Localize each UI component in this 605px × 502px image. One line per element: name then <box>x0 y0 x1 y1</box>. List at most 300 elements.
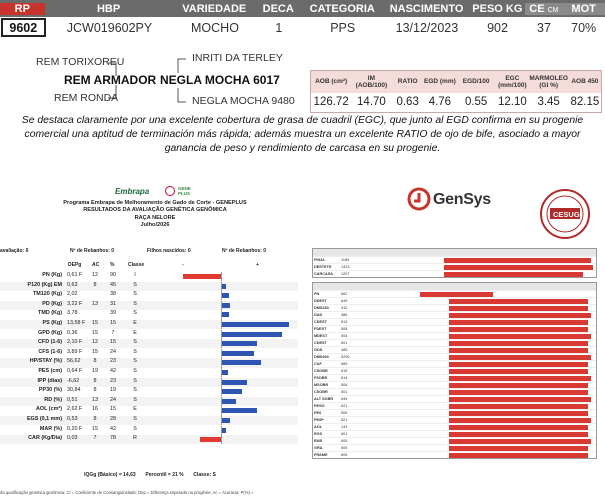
grid-row <box>313 381 596 388</box>
header-label-rp: RP <box>0 3 45 15</box>
dep-bar <box>222 332 282 337</box>
deca-value: 1 <box>275 20 283 35</box>
dep-value: 2,62 F <box>67 406 83 413</box>
dep-value: 0,61 F <box>67 272 83 278</box>
class-value: S <box>133 291 137 298</box>
header-label-peso: PESO KG <box>472 2 523 15</box>
grid-row-label: DESTETE <box>314 265 332 269</box>
ac-value: 8 <box>93 281 97 288</box>
class-value: S <box>133 416 137 422</box>
header-label-hbp: HBP <box>96 2 121 15</box>
header-label-ce-unit: CM <box>547 6 559 14</box>
grid-row-value: 601 <box>341 432 348 436</box>
class-value: S <box>133 310 137 317</box>
gensys-logo <box>407 185 497 215</box>
grid-row-label: GDS <box>314 348 323 352</box>
grid-row-value: 1323 <box>341 265 350 269</box>
col-header-plus: + <box>256 262 259 268</box>
metric-header: RATIO <box>397 78 418 86</box>
sire-name: REM ARMADOR <box>64 73 157 87</box>
grid-row-label: DMS400 <box>314 355 329 359</box>
bar-zone <box>146 272 296 281</box>
percent-value: 15 <box>110 339 116 346</box>
grid-1-header <box>313 249 596 256</box>
geneplus-logo: GENE PLUS <box>178 186 191 196</box>
grid-row <box>313 325 596 332</box>
bar-zone <box>146 406 296 415</box>
metrics-header-row <box>311 71 601 93</box>
dep-bar <box>200 437 221 442</box>
trait-label: PS (Kg) <box>42 320 62 326</box>
trait-label: RD (%) <box>44 396 62 403</box>
summary-percentil: Percentil = 21 % <box>145 472 184 478</box>
report-title: Programa Embrapa de Melhoramento de Gado de Corte - GENEPLUS <box>63 200 247 206</box>
trait-label: CFS (1-6) <box>38 348 62 355</box>
grid-row-label: CDEST <box>314 320 327 324</box>
dep-bar <box>222 418 230 423</box>
ce-value: 37 <box>537 20 551 35</box>
bar-zone <box>146 397 296 406</box>
grid-row-value: 513 <box>341 320 348 324</box>
dep-bar <box>222 341 257 346</box>
header-values-row <box>0 17 605 38</box>
ac-value: 12 <box>92 272 98 278</box>
grid-row <box>313 367 596 374</box>
header-labels-row <box>0 0 605 17</box>
grid-row-label: CAF <box>314 362 322 366</box>
ac-value: 15 <box>92 329 98 336</box>
gensys-logo-icon <box>407 187 431 211</box>
grid-row-label: MDEST <box>314 334 328 338</box>
bar-axis <box>221 435 222 444</box>
table-row <box>0 291 298 300</box>
dep-bar <box>222 322 289 327</box>
table-row <box>0 339 298 348</box>
class-value: S <box>133 339 137 346</box>
grid-row <box>313 374 596 381</box>
ac-value: 15 <box>92 348 98 355</box>
table-row <box>0 320 298 329</box>
class-value: S <box>133 396 137 403</box>
class-value: S <box>133 387 137 394</box>
metric-value: 4.76 <box>428 96 452 109</box>
grid-row-label: EMS <box>314 439 323 443</box>
grid-row <box>313 430 596 437</box>
trait-label: AOL (cm²) <box>36 406 62 413</box>
bar-zone <box>146 330 296 339</box>
grid-row-value: 386 <box>341 313 348 317</box>
class-value: S <box>133 358 137 365</box>
mot-value: 70% <box>571 20 597 35</box>
dep-bar <box>222 360 261 365</box>
dep-value: 3,89 F <box>67 348 83 355</box>
table-row <box>0 330 298 339</box>
percent-value: 31 <box>110 300 116 307</box>
ac-value: 19 <box>92 368 98 374</box>
grid-row-value: 1207 <box>341 272 350 276</box>
metric-header: EGD (mm) <box>424 78 456 86</box>
dep-bar <box>222 312 229 317</box>
metric-header: AOB 450 <box>571 78 599 86</box>
grid-row <box>313 395 596 402</box>
grid-row-label: EGS <box>314 432 323 436</box>
class-value: E <box>133 406 137 413</box>
percent-value: 24 <box>110 396 116 403</box>
class-value: R <box>133 435 137 442</box>
grid-row <box>313 263 596 270</box>
grid-row <box>313 388 596 395</box>
metric-header: EGC (mm/100) <box>498 74 527 89</box>
dep-bar <box>222 351 254 356</box>
table-row <box>0 426 298 435</box>
grid-row-label: MSOBR <box>314 383 329 387</box>
metric-header: IM (AOB/100) <box>355 74 388 89</box>
dep-bar <box>222 399 236 404</box>
class-value: I <box>134 272 136 278</box>
grid-row-label: FRAME <box>314 453 328 457</box>
grid-row <box>313 451 596 458</box>
categoria-value: PPS <box>330 20 356 35</box>
metric-value: 3.45 <box>537 96 560 109</box>
header-label-ce-text: CE <box>529 2 545 15</box>
grid-row <box>313 437 596 444</box>
grid-row <box>313 270 596 277</box>
genetic-evaluation-table <box>0 258 298 502</box>
dep-bar <box>222 370 228 375</box>
table-row <box>0 282 298 291</box>
grid-row-label: DMS180 <box>314 306 329 310</box>
rp-value: 9602 <box>1 18 46 37</box>
embrapa-logo: Embrapa <box>115 187 150 196</box>
dep-value: 13,58 F <box>67 320 86 326</box>
dep-value: 56,62 <box>67 358 81 365</box>
grid-row <box>313 318 596 325</box>
trait-label: MAR (%) <box>39 425 62 432</box>
grid-row <box>313 444 596 451</box>
grid-row-value: 621 <box>341 404 348 408</box>
bar-zone <box>146 349 296 358</box>
dep-bar <box>222 284 226 289</box>
grid-row-value: 605 <box>341 446 348 450</box>
dep-bar <box>222 408 257 413</box>
table-row <box>0 387 298 396</box>
col-header-percent: % <box>110 262 115 268</box>
grid-row-value: 614 <box>341 376 348 380</box>
sire-dam-name: REM RONDA <box>54 92 119 104</box>
dep-value: -6,62 <box>67 377 80 384</box>
trait-label: CAR (Kg/Dia) <box>28 435 62 442</box>
percent-value: 15 <box>110 406 116 413</box>
percent-value: 7 <box>111 329 115 336</box>
bar-zone <box>146 435 296 444</box>
grid-row <box>313 360 596 367</box>
class-value: S <box>133 281 137 288</box>
grid-row-value: 508 <box>341 327 348 331</box>
animal-header-table <box>0 0 605 38</box>
col-header-classe: Classe <box>128 262 145 268</box>
report-summary <box>0 472 300 478</box>
percent-value: 42 <box>110 368 116 374</box>
bar-zone <box>146 378 296 387</box>
grid-row-value: 1189 <box>341 258 350 262</box>
percent-value: 23 <box>110 377 116 384</box>
col-header-minus: - <box>182 262 184 268</box>
gensys-brand: GenSys <box>433 191 491 208</box>
table-row <box>0 301 298 310</box>
grid-row-label: CARCASA <box>314 272 333 276</box>
meta-rebanhos-2: Nº de Rebanhos: 0 <box>222 248 267 254</box>
ac-value: 8 <box>93 416 97 422</box>
table-row <box>0 378 298 387</box>
bar-zone <box>146 301 296 310</box>
metric-header: EGD/100 <box>462 78 490 86</box>
ac-value: 15 <box>92 320 98 326</box>
meta-avaliacao: avaliação: 0 <box>0 248 29 254</box>
metric-value: 12.10 <box>498 96 527 109</box>
summary-iqg: IQGg (Básico) = 14,63 <box>84 472 136 478</box>
class-value: S <box>133 368 137 374</box>
col-header-depg: DEPg <box>68 262 82 268</box>
summary-classe: Classe: S <box>193 472 216 478</box>
dep-bar <box>183 274 222 279</box>
grid-row-value: 506 <box>341 383 348 387</box>
cesug-seal <box>538 188 592 240</box>
bar-zone <box>146 416 296 425</box>
header-label-mot: MOT <box>562 3 605 15</box>
table-row <box>0 397 298 406</box>
description-text: Se destaca claramente por una excelente cobertura de grasa de cuadril (EGC), que junto al EGD confirma en su progenie comercial una aptitud de terminación más rápida; además muestra un excelente RATIO de ojo de bife, asociado a mayor ganancia de peso y rendimiento de carcasa en su progenie. <box>21 115 584 154</box>
grid-row-value: 662 <box>341 292 348 296</box>
grid-row-value: 589 <box>341 362 348 366</box>
grid-row <box>313 339 596 346</box>
trait-label: IPP (dias) <box>37 377 62 384</box>
geneplus-report <box>0 182 300 502</box>
dam-sire-name: INRITI DA TERLEY <box>192 52 283 64</box>
gensys-grid-2 <box>312 282 597 459</box>
dep-bar <box>222 293 229 298</box>
bar-zone <box>146 291 296 300</box>
percent-value: 28 <box>110 416 116 422</box>
grid-row-bar <box>444 272 583 277</box>
seal-text: CESUG <box>553 210 580 219</box>
header-label-nascimento: NASCIMENTO <box>389 2 464 15</box>
grid-row-label: FSOBR <box>314 376 328 380</box>
ac-value: 8 <box>93 377 97 384</box>
grid-2-header <box>313 283 596 290</box>
grid-row-label: PE6P <box>314 418 324 422</box>
grid-row-label: CSOBR <box>314 390 328 394</box>
table-row <box>0 435 298 444</box>
carcass-metrics-table <box>310 70 602 113</box>
dep-bar <box>222 428 226 433</box>
metric-value: 126.72 <box>313 96 349 109</box>
trait-label: PD (Kg) <box>42 300 62 307</box>
dep-bar <box>222 303 230 308</box>
trait-label: PP30 (%) <box>38 387 62 394</box>
table-row <box>0 349 298 358</box>
percent-value: 45 <box>110 281 116 288</box>
percent-value: 38 <box>110 291 116 298</box>
nascimento-value: 13/12/2023 <box>395 20 459 35</box>
grid-row-label: ALT SOBR <box>314 397 334 401</box>
table-row <box>0 310 298 319</box>
table-row <box>0 368 298 377</box>
hbp-value: JCW019602PY <box>66 20 153 35</box>
grid-row-value: 5206 <box>341 355 350 359</box>
table-row <box>0 406 298 415</box>
grid-row-label: AOL <box>314 425 323 429</box>
dep-value: 2,02 <box>67 291 78 298</box>
trait-label: CFD (1-6) <box>38 339 62 346</box>
grid-row-value: 501 <box>341 341 348 345</box>
grid-row-label: GRA <box>314 446 323 450</box>
grid-row-value: 485 <box>341 348 348 352</box>
trait-label: PN (Kg) <box>42 272 62 278</box>
grid-row-value: 605 <box>341 439 348 443</box>
dep-bar <box>222 380 247 385</box>
percent-value: 78 <box>110 435 116 442</box>
trait-label: P120 (Kg) EM <box>27 281 62 288</box>
class-value: S <box>133 300 137 307</box>
grid-row-value: 605 <box>341 453 348 457</box>
trait-label: HP/STAY (%) <box>29 358 62 365</box>
grid-row-value: 649 <box>341 299 348 303</box>
metric-value: 0.55 <box>464 96 488 109</box>
header-label-variedade: VARIEDADE <box>182 2 247 15</box>
percent-value: 19 <box>110 387 116 394</box>
grid-row <box>313 346 596 353</box>
grid-row <box>313 332 596 339</box>
bar-zone <box>146 368 296 377</box>
report-footnote: da qualificação genética genômica; Ci = Coeficiente de Consanguinidade; Dep = Diferença esperada na progênie; Ac = Acurácia; P(%) = <box>0 490 254 495</box>
bar-zone <box>146 358 296 367</box>
report-titles <box>10 200 300 230</box>
grid-row <box>313 256 596 263</box>
report-subtitle: RESULTADOS DA AVALIAÇÃO GENÉTICA GENÔMICA <box>83 207 227 214</box>
percent-value: 42 <box>110 425 116 432</box>
header-label-categoria: CATEGORIA <box>309 2 375 15</box>
grid-row-label: CDEST <box>314 341 327 345</box>
bar-axis <box>221 272 222 281</box>
metric-value: 14.70 <box>357 96 386 109</box>
ac-value: 13 <box>92 396 98 403</box>
grid-row-value: 912 <box>341 306 348 310</box>
class-value: S <box>133 377 137 384</box>
report-logos <box>115 186 215 200</box>
bar-zone <box>146 426 296 435</box>
percent-value: 15 <box>110 320 116 326</box>
grid-row-label: CSOBR <box>314 369 328 373</box>
header-label-deca: DECA <box>262 2 294 15</box>
trait-label: TMD (Kg) <box>38 310 62 317</box>
grid-row <box>313 290 596 297</box>
trait-label: GPD (Kg) <box>38 329 62 336</box>
grid-row <box>313 423 596 430</box>
class-value: E <box>133 329 137 336</box>
dep-value: 3,22 F <box>67 300 83 307</box>
dep-value: 0,51 <box>67 396 78 403</box>
grid-row-bar <box>449 453 588 458</box>
ac-value: 8 <box>93 358 97 365</box>
grid-row-value: 504 <box>341 334 348 338</box>
grid-row-value: 521 <box>341 418 348 422</box>
grid-row-value: 143 <box>341 425 348 429</box>
grid-row-value: 615 <box>341 369 348 373</box>
dep-value: 0,36 <box>67 329 78 336</box>
metrics-value-row <box>311 93 601 112</box>
dep-value: 3,78 <box>67 310 78 317</box>
metric-header: AOB (cm²) <box>315 78 348 86</box>
grid-row-value: 501 <box>341 390 348 394</box>
grid-row <box>313 297 596 304</box>
grid-row <box>313 402 596 409</box>
grid-row-label: FINAL <box>314 258 326 262</box>
ac-value: 12 <box>92 339 98 346</box>
trait-label: PES (cm) <box>38 368 62 374</box>
table-row <box>0 272 298 281</box>
bar-zone <box>146 320 296 329</box>
header-label-ce <box>525 3 562 15</box>
report-date: Julho/2026 <box>140 222 170 229</box>
grid-row-label: FDEST <box>314 327 327 331</box>
bar-zone <box>146 339 296 348</box>
metric-value: 0.63 <box>396 96 419 109</box>
percent-value: 90 <box>110 272 116 278</box>
ac-value: 8 <box>93 387 97 394</box>
ac-value: 16 <box>92 406 98 413</box>
geneplus-logo-icon <box>165 186 175 196</box>
pedigree <box>0 46 300 114</box>
dep-value: 2,10 F <box>67 339 83 346</box>
dep-bar <box>222 389 242 394</box>
grid-row-label: PESO <box>314 404 325 408</box>
bar-zone <box>146 282 296 291</box>
grid-row-label: DDEST <box>314 299 327 303</box>
gensys-grid-1 <box>312 248 597 278</box>
grid-row <box>313 409 596 416</box>
dep-value: 0,20 F <box>67 425 83 432</box>
percent-value: 23 <box>110 358 116 365</box>
grid-row-label: PE6 <box>314 411 322 415</box>
grid-row-label: PN <box>314 292 320 296</box>
grid-row-label: DAD <box>314 313 323 317</box>
ac-value: 15 <box>92 425 98 432</box>
class-value: S <box>133 348 137 355</box>
dep-value: 0,63 <box>67 281 78 288</box>
bar-zone <box>146 387 296 396</box>
grid-row <box>313 311 596 318</box>
col-header-ac: AC <box>92 262 100 268</box>
bar-zone <box>146 310 296 319</box>
gensys-report <box>312 182 605 502</box>
grid-row <box>313 416 596 423</box>
table-row <box>0 416 298 425</box>
dep-value: 0,64 F <box>67 368 83 374</box>
ac-value: 7 <box>93 435 97 442</box>
percent-value: 39 <box>110 310 116 317</box>
dep-value: 0,53 <box>67 416 78 422</box>
grid-row-value: 649 <box>341 397 348 401</box>
dam-name: NEGLA MOCHA 6017 <box>160 73 280 87</box>
class-value: S <box>133 425 137 432</box>
grid-row-value: 506 <box>341 411 348 415</box>
trait-label: TM120 (Kg) <box>32 291 62 298</box>
dep-value: 30,84 <box>67 387 81 394</box>
variedade-value: MOCHO <box>191 20 239 35</box>
dam-dam-name: NEGLA MOCHA 9480 <box>192 95 295 107</box>
grid-row <box>313 353 596 360</box>
metric-header: MARMOLEO (GI %) <box>529 74 568 89</box>
